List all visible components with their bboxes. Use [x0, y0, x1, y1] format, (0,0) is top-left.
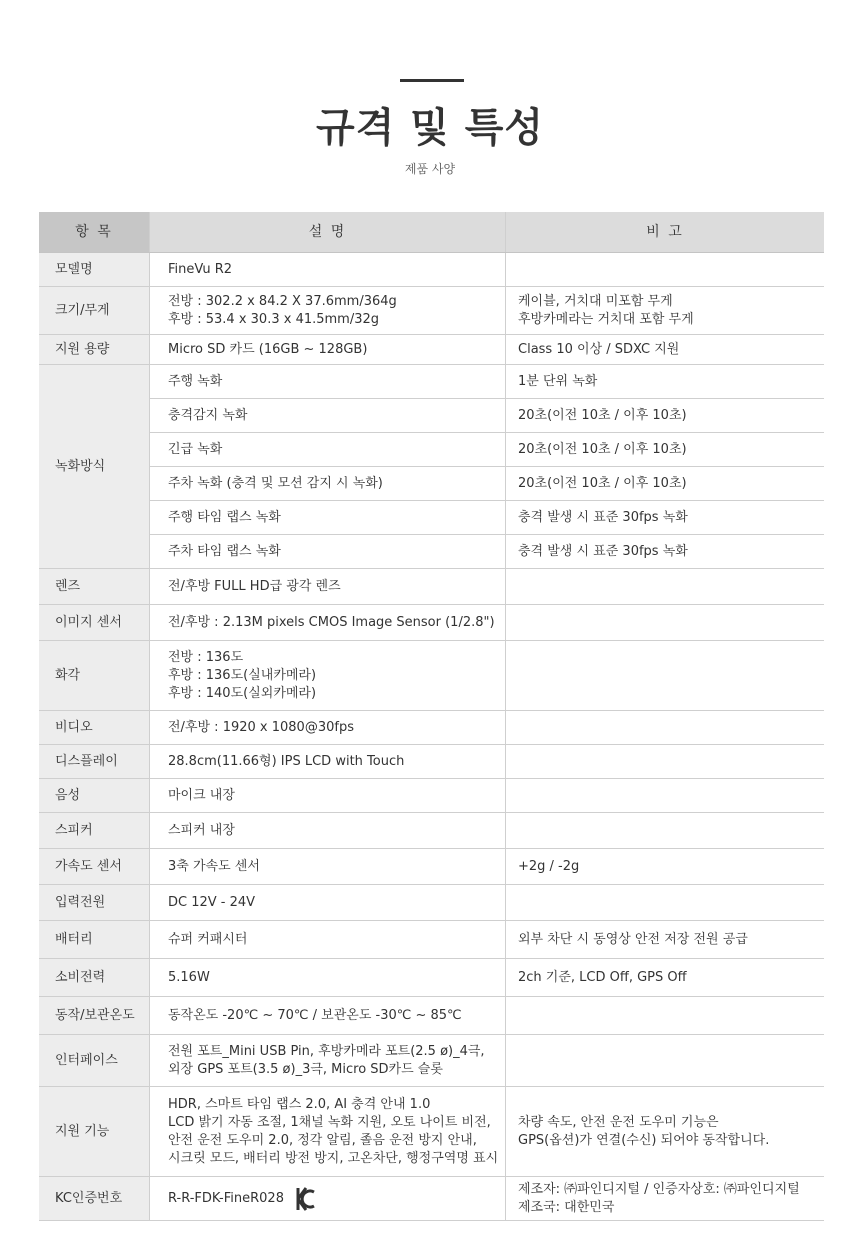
cell-line: 전방 : 136도: [168, 649, 244, 665]
note-cell: [506, 959, 825, 997]
kc-certification-icon: [296, 1186, 316, 1212]
cell-line: 1분 단위 녹화: [518, 373, 598, 389]
note-cell: [506, 885, 825, 921]
note-cell: [506, 849, 825, 885]
table-row: [39, 287, 824, 335]
description-cell: [150, 535, 506, 569]
item-cell: 인터페이스: [39, 1035, 150, 1087]
cell-line: 스피커 내장: [168, 822, 235, 838]
description-cell: [150, 997, 506, 1035]
note-cell: [506, 921, 825, 959]
note-cell: [506, 399, 825, 433]
description-cell: [150, 779, 506, 813]
item-cell: 배터리: [39, 921, 150, 959]
note-cell: [506, 779, 825, 813]
note-cell: [506, 1087, 825, 1177]
item-cell: 비디오: [39, 711, 150, 745]
note-cell: [506, 711, 825, 745]
table-row: [39, 711, 824, 745]
description-cell: [150, 1087, 506, 1177]
description-cell: [150, 433, 506, 467]
page-header: [0, 0, 860, 212]
table-row: [39, 253, 824, 287]
item-cell: 이미지 센서: [39, 605, 150, 641]
spec-table: [39, 212, 824, 1221]
item-cell: 지원 용량: [39, 335, 150, 365]
cell-line: 제조자: ㈜파인디지털 / 인증자상호: ㈜파인디지털: [518, 1181, 800, 1197]
description-cell: [150, 921, 506, 959]
cell-line: 충격 발생 시 표준 30fps 녹화: [518, 543, 688, 559]
cell-line: 안전 운전 도우미 2.0, 정각 알림, 졸음 운전 방지 안내,: [168, 1132, 477, 1148]
cell-line: 5.16W: [168, 969, 210, 985]
kc-number-wrap: [168, 1186, 316, 1212]
item-cell: 지원 기능: [39, 1087, 150, 1177]
cell-line: 전/후방 : 1920 x 1080@30fps: [168, 719, 354, 735]
cell-line: 차량 속도, 안전 운전 도우미 기능은: [518, 1114, 719, 1130]
description-cell: [150, 501, 506, 535]
item-cell: 렌즈: [39, 569, 150, 605]
item-cell: 스피커: [39, 813, 150, 849]
note-cell: [506, 1177, 825, 1221]
description-cell: [150, 849, 506, 885]
table-row: [39, 1177, 824, 1221]
title-rule: [400, 79, 464, 82]
table-row: [39, 467, 824, 501]
table-row: [39, 921, 824, 959]
cell-line: R-R-FDK-FineR028: [168, 1190, 284, 1206]
table-row: [39, 1087, 824, 1177]
note-cell: [506, 745, 825, 779]
item-cell: 녹화방식: [39, 365, 150, 569]
cell-line: 슈퍼 커패시터: [168, 931, 248, 947]
cell-line: 후방카메라는 거치대 포함 무게: [518, 311, 694, 327]
item-cell: 화각: [39, 641, 150, 711]
page-title: 규격 및 특성: [315, 105, 545, 151]
cell-line: GPS(옵션)가 연결(수신) 되어야 동작합니다.: [518, 1132, 770, 1148]
cell-line: 주차 녹화 (충격 및 모션 감지 시 녹화): [168, 475, 383, 491]
note-cell: [506, 569, 825, 605]
table-header-row: [39, 212, 824, 253]
note-cell: [506, 335, 825, 365]
cell-line: 긴급 녹화: [168, 441, 223, 457]
cell-line: 주차 타임 랩스 녹화: [168, 543, 281, 559]
table-row: [39, 433, 824, 467]
description-cell: [150, 335, 506, 365]
item-cell: 음성: [39, 779, 150, 813]
item-cell: 입력전원: [39, 885, 150, 921]
item-cell: 디스플레이: [39, 745, 150, 779]
note-cell: [506, 813, 825, 849]
note-cell: [506, 467, 825, 501]
table-row: [39, 997, 824, 1035]
header-item: 항 목: [39, 212, 150, 253]
note-cell: [506, 641, 825, 711]
table-row: [39, 365, 824, 399]
description-cell: [150, 569, 506, 605]
table-row: [39, 959, 824, 997]
cell-line: HDR, 스마트 타임 랩스 2.0, AI 충격 안내 1.0: [168, 1096, 431, 1112]
note-cell: [506, 535, 825, 569]
cell-line: FineVu R2: [168, 261, 233, 277]
note-cell: [506, 997, 825, 1035]
item-cell: 가속도 센서: [39, 849, 150, 885]
item-cell: 크기/무게: [39, 287, 150, 335]
cell-line: DC 12V - 24V: [168, 894, 256, 910]
cell-line: LCD 밝기 자동 조절, 1채널 녹화 지원, 오토 나이트 비전,: [168, 1114, 491, 1130]
header-description: 설 명: [150, 212, 506, 253]
description-cell: [150, 287, 506, 335]
cell-line: 후방 : 140도(실외카메라): [168, 685, 317, 701]
table-row: [39, 885, 824, 921]
table-row: [39, 399, 824, 433]
note-cell: [506, 605, 825, 641]
cell-line: 마이크 내장: [168, 787, 235, 803]
cell-line: 2ch 기준, LCD Off, GPS Off: [518, 969, 687, 985]
cell-line: 시크릿 모드, 배터리 방전 방지, 고온차단, 행정구역명 표시: [168, 1150, 499, 1166]
table-row: [39, 335, 824, 365]
cell-line: 20초(이전 10초 / 이후 10초): [518, 441, 687, 457]
item-cell: 모델명: [39, 253, 150, 287]
description-cell: [150, 745, 506, 779]
table-row: [39, 745, 824, 779]
cell-line: 전/후방 FULL HD급 광각 렌즈: [168, 578, 341, 594]
table-row: [39, 501, 824, 535]
cell-line: 충격 발생 시 표준 30fps 녹화: [518, 509, 688, 525]
item-cell: KC인증번호: [39, 1177, 150, 1221]
cell-line: 전원 포트_Mini USB Pin, 후방카메라 포트(2.5 ø)_4극,: [168, 1043, 485, 1059]
cell-line: 후방 : 53.4 x 30.3 x 41.5mm/32g: [168, 311, 380, 327]
item-cell: 동작/보관온도: [39, 997, 150, 1035]
cell-line: Class 10 이상 / SDXC 지원: [518, 341, 680, 357]
cell-line: 20초(이전 10초 / 이후 10초): [518, 407, 687, 423]
note-cell: [506, 433, 825, 467]
description-cell: [150, 959, 506, 997]
cell-line: 동작온도 -20℃ ~ 70℃ / 보관온도 -30℃ ~ 85℃: [168, 1007, 462, 1023]
description-cell: [150, 641, 506, 711]
table-row: [39, 569, 824, 605]
cell-line: 충격감지 녹화: [168, 407, 248, 423]
note-cell: [506, 365, 825, 399]
cell-line: 외부 차단 시 동영상 안전 저장 전원 공급: [518, 931, 748, 947]
description-cell: [150, 365, 506, 399]
description-cell: [150, 885, 506, 921]
note-cell: [506, 253, 825, 287]
table-row: [39, 1035, 824, 1087]
note-cell: [506, 287, 825, 335]
cell-line: 케이블, 거치대 미포함 무게: [518, 293, 673, 309]
cell-line: 28.8cm(11.66형) IPS LCD with Touch: [168, 753, 405, 769]
description-cell: [150, 813, 506, 849]
description-cell: [150, 467, 506, 501]
header-note: 비 고: [506, 212, 825, 253]
cell-line: 20초(이전 10초 / 이후 10초): [518, 475, 687, 491]
cell-line: 후방 : 136도(실내카메라): [168, 667, 317, 683]
description-cell: [150, 399, 506, 433]
cell-line: 제조국: 대한민국: [518, 1199, 615, 1215]
table-row: [39, 641, 824, 711]
table-row: [39, 849, 824, 885]
cell-line: +2g / -2g: [518, 858, 580, 874]
item-cell: 소비전력: [39, 959, 150, 997]
note-cell: [506, 501, 825, 535]
note-cell: [506, 1035, 825, 1087]
table-row: [39, 535, 824, 569]
page-subtitle: 제품 사양: [404, 162, 456, 176]
description-cell: [150, 1177, 506, 1221]
description-cell: [150, 605, 506, 641]
table-row: [39, 779, 824, 813]
description-cell: [150, 711, 506, 745]
cell-line: 외장 GPS 포트(3.5 ø)_3극, Micro SD카드 슬롯: [168, 1061, 443, 1077]
table-row: [39, 813, 824, 849]
cell-line: 주행 녹화: [168, 373, 223, 389]
table-row: [39, 605, 824, 641]
cell-line: 주행 타임 랩스 녹화: [168, 509, 281, 525]
cell-line: 전/후방 : 2.13M pixels CMOS Image Sensor (1/2.8"): [168, 614, 495, 630]
cell-line: Micro SD 카드 (16GB ~ 128GB): [168, 341, 368, 357]
description-cell: [150, 1035, 506, 1087]
description-cell: [150, 253, 506, 287]
cell-line: 3축 가속도 센서: [168, 858, 260, 874]
cell-line: 전방 : 302.2 x 84.2 X 37.6mm/364g: [168, 293, 397, 309]
